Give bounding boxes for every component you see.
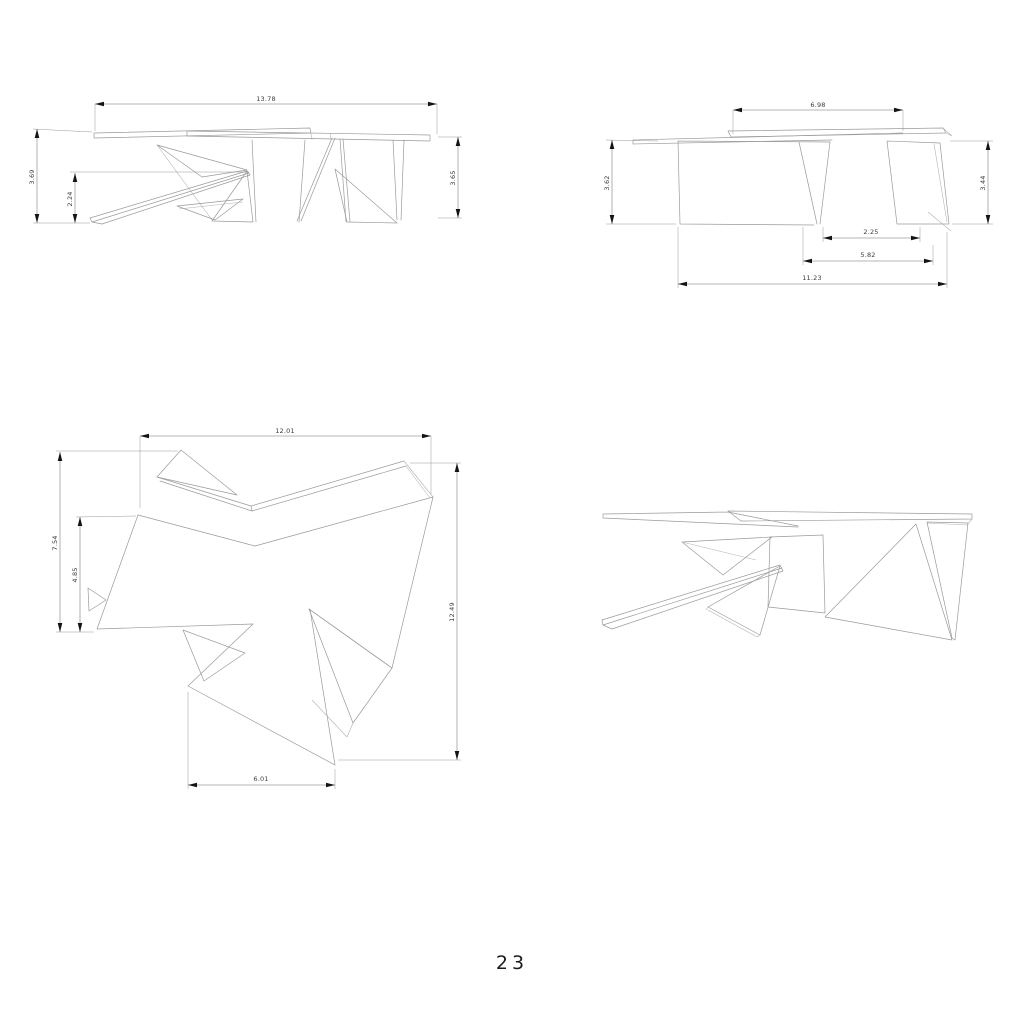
dim-label-front-width: 13.78 (256, 95, 276, 103)
dim-plan-bottom-width (188, 692, 335, 789)
front-dimensions (28, 95, 462, 223)
front-table-geometry (90, 128, 430, 224)
dim-label-side-top-width: 6.98 (810, 101, 826, 109)
dim-side-inner-offset (823, 227, 920, 242)
dim-label-plan-top-width: 12.01 (275, 427, 295, 435)
dim-front-right-height (438, 137, 462, 218)
perspective-table-geometry (602, 511, 972, 640)
dim-plan-right-depth (338, 463, 461, 760)
dim-front-overall-height (28, 129, 92, 223)
plan-view (51, 427, 461, 789)
side-dimensions (603, 101, 993, 288)
dim-front-overall-width (95, 95, 437, 134)
dim-label-plan-left-outer: 7.54 (51, 535, 59, 551)
page-number: 23 (495, 952, 529, 974)
front-elevation-view (28, 95, 462, 224)
dim-label-plan-right-depth: 12.49 (448, 602, 456, 622)
side-elevation-view (603, 101, 993, 288)
dim-label-front-right-height: 3.65 (449, 170, 457, 186)
dim-plan-left-outer (51, 451, 178, 632)
dim-plan-left-inner (71, 516, 136, 632)
dim-label-side-overall-depth: 11.23 (802, 274, 822, 282)
dim-label-front-inner-height: 2.24 (66, 191, 74, 207)
dim-label-plan-left-inner: 4.85 (71, 567, 79, 583)
dim-label-side-right-height: 3.44 (979, 175, 987, 191)
plan-table-geometry (88, 450, 433, 765)
perspective-view (602, 511, 972, 640)
dim-label-side-mid-offset: 5.82 (860, 251, 876, 259)
dim-side-overall-depth (678, 227, 947, 288)
dim-label-side-left-height: 3.62 (603, 175, 611, 191)
side-table-geometry (633, 128, 952, 231)
dim-label-front-height: 3.69 (28, 169, 36, 185)
plan-dimensions (51, 427, 461, 789)
dim-label-side-inner-offset: 2.25 (863, 228, 879, 236)
dim-side-left-height (603, 140, 676, 224)
dim-label-plan-bottom-width: 6.01 (253, 775, 269, 783)
dim-side-right-height (950, 141, 993, 224)
